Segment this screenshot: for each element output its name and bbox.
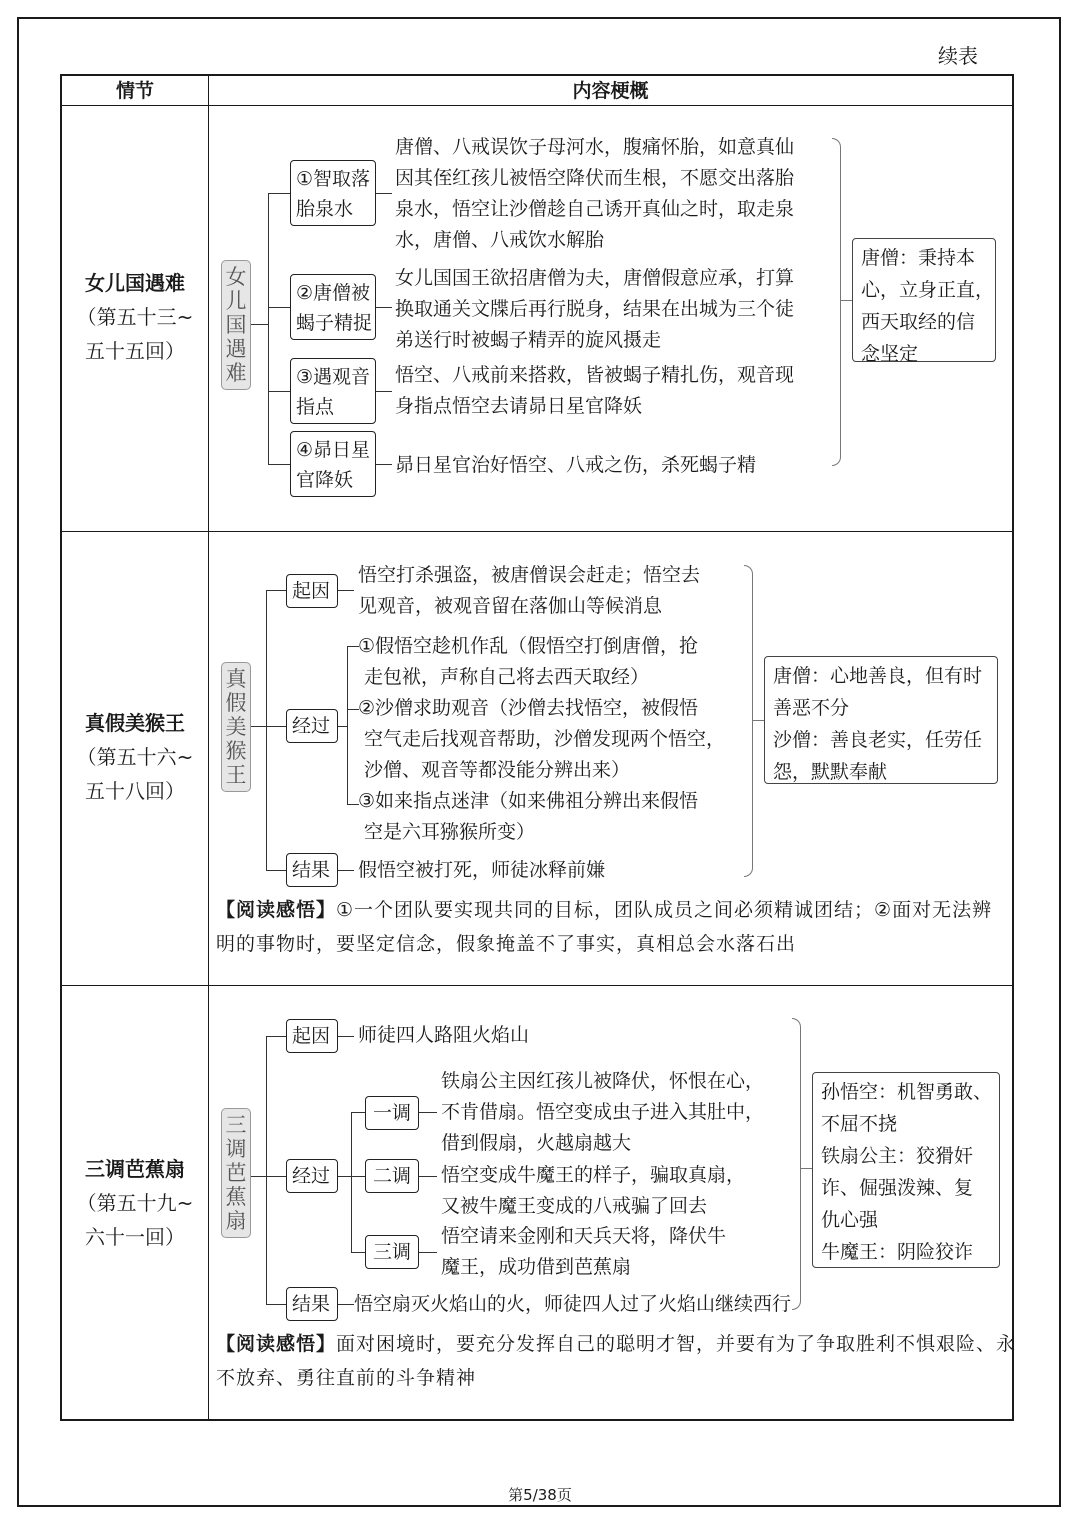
branch-box: ③遇观音 指点 xyxy=(290,358,376,424)
result-text: 假悟空被打死，师徒冰释前嫌 xyxy=(358,859,606,881)
sub-label: 三调 xyxy=(365,1235,419,1269)
character-summary-box: 唐僧：心地善良，但有时 善恶不分 沙僧：善良老实，任劳任 怨，默默奉献 xyxy=(764,656,998,784)
header-plot: 情节 xyxy=(115,80,154,102)
connector xyxy=(752,720,764,721)
cause-text: 师徒四人路阻火焰山 xyxy=(358,1024,530,1046)
branch-text: 唐僧、八戒误饮子母河水，腹痛怀胎，如意真仙 因其侄红孩儿被悟空降伏而生根，不愿交出落胎 泉水，悟空让沙僧趁自己诱开真仙之时，取走泉 水，唐僧、八戒饮水解胎 xyxy=(395,136,795,251)
sub-trunk xyxy=(347,646,348,804)
branch-box: ①智取落 胎泉水 xyxy=(290,160,376,226)
page-number: 第5/38页 xyxy=(508,1486,572,1504)
result-label: 结果 xyxy=(286,1287,338,1321)
continued-label: 续表 xyxy=(938,44,978,68)
sub-text: 悟空变成牛魔王的样子，骗取真扇， 又被牛魔王变成的八戒骗了回去 xyxy=(441,1164,746,1217)
section-title: 三调芭蕉扇 xyxy=(85,1157,185,1181)
connector xyxy=(266,726,286,727)
grouping-brace xyxy=(792,1018,801,1310)
connector xyxy=(338,1304,354,1305)
process-label: 经过 xyxy=(286,709,338,743)
section-title: 女儿国遇难 xyxy=(85,271,185,295)
connector xyxy=(266,870,286,871)
connector xyxy=(268,391,290,392)
chapter-range: 五十八回） xyxy=(85,779,185,803)
section-title: 真假美猴王 xyxy=(85,711,185,735)
connector xyxy=(338,870,354,871)
branch-text: 女儿国国王欲招唐僧为夫，唐僧假意应承，打算 换取通关文牒后再行脱身，结果在出城为三个徒 弟送行时被蝎子精弄的旋风摄走 xyxy=(395,267,795,351)
chapter-range: 五十五回） xyxy=(85,339,185,363)
process-text: ①假悟空趁机作乱（假悟空打倒唐僧，抢 走包袱，声称自己将去西天取经） ②沙僧求助观音（沙僧去找悟空，被假悟 空气走后找观音帮助，沙僧发现两个悟空， 沙僧、观音等都没能分辨出来） ③如来指点迷津（如来佛祖分辨出来假悟 空是六耳猕猴所变） xyxy=(358,635,726,843)
chapter-range: （第五十三~ xyxy=(76,305,194,329)
character-summary-box: 唐僧：秉持本 心，立身正直， 西天取经的信 念坚定 xyxy=(852,238,996,362)
connector xyxy=(266,1176,286,1177)
table-bottom-border xyxy=(60,1419,1014,1421)
connector xyxy=(251,726,267,727)
cause-text: 悟空打杀强盗，被唐僧误会赶走；悟空去 见观音，被观音留在落伽山等候消息 xyxy=(358,564,701,617)
section-2-vertical-label: 真 假 美 猴 王 xyxy=(221,662,251,792)
tree-trunk xyxy=(266,590,267,870)
sub-text: 悟空请来金刚和天兵天将，降伏牛 魔王，成功借到芭蕉扇 xyxy=(441,1225,727,1278)
connector xyxy=(800,1168,812,1169)
connector xyxy=(268,307,290,308)
connector xyxy=(376,464,392,465)
branch-text: 昴日星官治好悟空、八戒之伤，杀死蝎子精 xyxy=(395,454,757,476)
sub-label: 一调 xyxy=(365,1096,419,1130)
connector xyxy=(419,1252,437,1253)
connector xyxy=(840,300,852,301)
connector xyxy=(338,590,354,591)
header-summary: 内容梗概 xyxy=(572,80,649,102)
connector xyxy=(376,193,392,194)
section-1-title-cell xyxy=(62,266,208,368)
connector xyxy=(251,1176,267,1177)
connector xyxy=(376,391,392,392)
sub-label: 二调 xyxy=(365,1159,419,1193)
branch-box: ④昴日星 官降妖 xyxy=(290,431,376,497)
connector xyxy=(266,1036,286,1037)
reflection-tag: 【阅读感悟】 xyxy=(216,899,337,921)
connector xyxy=(268,464,290,465)
connector xyxy=(419,1176,437,1177)
connector xyxy=(266,1304,286,1305)
branch-box: ②唐僧被 蝎子精捉 xyxy=(290,274,376,340)
process-label: 经过 xyxy=(286,1159,338,1193)
character-summary-box: 孙悟空：机智勇敢、 不屈不挠 铁扇公主：狡猾奸 诈、倔强泼辣、复 仇心强 牛魔王：阴险狡诈 xyxy=(812,1072,1000,1268)
cause-label: 起因 xyxy=(286,574,338,608)
connector xyxy=(351,1112,365,1113)
section-1-vertical-label: 女 儿 国 遇 难 xyxy=(221,260,251,390)
result-text: 悟空扇灭火焰山的火，师徒四人过了火焰山继续西行 xyxy=(354,1293,792,1315)
connector xyxy=(266,590,286,591)
tree-trunk xyxy=(266,1036,267,1304)
connector xyxy=(376,307,392,308)
section-2-title-cell xyxy=(62,706,208,808)
section-3-title-cell xyxy=(62,1152,208,1254)
connector xyxy=(251,324,269,325)
reflection-tag: 【阅读感悟】 xyxy=(216,1333,337,1355)
connector xyxy=(351,1176,365,1177)
table-right-border xyxy=(1012,74,1014,1421)
column-divider xyxy=(208,74,209,1420)
grouping-brace xyxy=(832,138,841,466)
row-divider-2 xyxy=(60,985,1014,986)
row-divider-1 xyxy=(60,531,1014,532)
connector xyxy=(268,193,290,194)
branch-text: 悟空、八戒前来搭救，皆被蝎子精扎伤，观音现 身指点悟空去请昴日星官降妖 xyxy=(395,364,795,417)
connector xyxy=(338,1176,352,1177)
reading-reflection: 【阅读感悟】①一个团队要实现共同的目标，团队成员之间必须精诚团结；②面对无法辨 明的事物时，要坚定信念，假象掩盖不了事实，真相总会水落石出 xyxy=(216,899,993,955)
chapter-range: 六十一回） xyxy=(85,1225,185,1249)
connector xyxy=(351,1252,365,1253)
sub-text: 铁扇公主因红孩儿被降伏，怀恨在心， 不肯借扇。悟空变成虫子进入其肚中， 借到假扇，火越扇越大 xyxy=(441,1070,765,1154)
section-3-vertical-label: 三 调 芭 蕉 扇 xyxy=(221,1108,251,1238)
cause-label: 起因 xyxy=(286,1019,338,1053)
result-label: 结果 xyxy=(286,853,338,887)
chapter-range: （第五十九~ xyxy=(76,1191,194,1215)
sub-trunk xyxy=(351,1112,352,1252)
tree-trunk xyxy=(268,193,269,464)
chapter-range: （第五十六~ xyxy=(76,745,194,769)
grouping-brace xyxy=(744,565,753,877)
connector xyxy=(419,1112,437,1113)
reading-reflection: 【阅读感悟】面对困境时，要充分发挥自己的聪明才智，并要有为了争取胜利不惧艰险、永 不放弃、勇往直前的斗争精神 xyxy=(216,1333,1017,1389)
connector xyxy=(338,1036,354,1037)
